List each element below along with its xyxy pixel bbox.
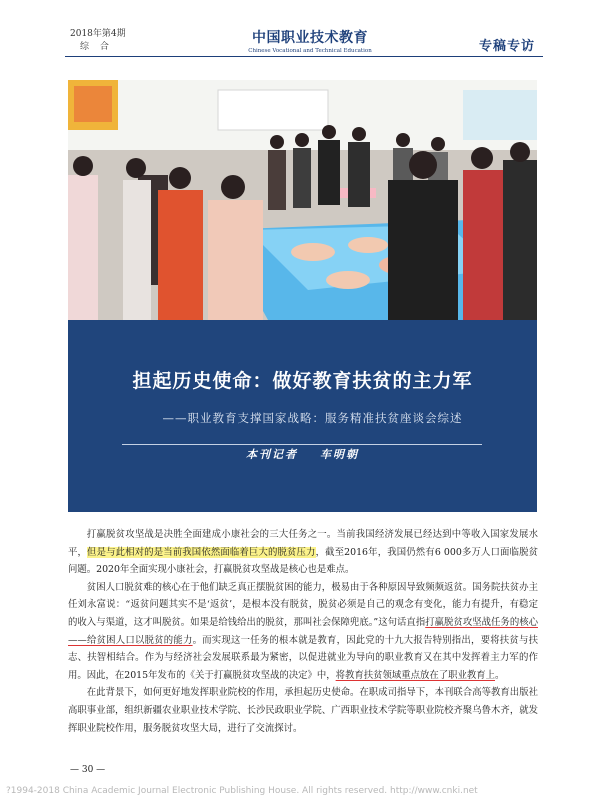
title-banner [68,320,537,512]
header-divider [65,56,543,57]
article-photo [68,80,537,320]
underlined-text: 将教育扶贫领域重点放在了职业教育上 [335,669,496,681]
banner-divider [122,444,482,445]
highlighted-text: 但是与此相对的是当前我国依然面临着巨大的脱贫压力 [87,546,316,558]
byline [68,446,537,462]
author-name: 车明朝 [320,448,359,461]
journal-title-en: Chinese Vocational and Technical Education [248,48,372,54]
article-subtitle: ——职业教育支撑国家战略：服务精准扶贫座谈会综述 [162,411,463,425]
article-title: 担起历史使命：做好教育扶贫的主力军 [132,370,473,392]
text-run: ，截至2016年，我国仍然有6 000多万人口面临脱贫问题。2020年全面实现小康社会，打赢脱贫攻坚战是核心也是难点。 [68,546,538,576]
underlined-text: 打赢脱贫攻坚战任务的核心——给贫困人口以脱贫的能力 [68,616,538,646]
text-run: 。而实现这一任务的根本就是教育，因此党的十九大报告特别指出，要将扶贫与扶志、扶智相结合。作为与经济社会发展联系最为紧密，以促进就业为导向的职业教育又在其中发挥着主力军的作用。因此，在2015年发布的《关于打赢脱贫攻坚战的决定》中， [68,634,538,681]
text-run: 。 [495,669,505,681]
article-body [68,526,538,737]
page-number: — 30 — [70,765,106,775]
journal-title-cn: 中国职业技术教育 [252,30,368,46]
copyright-footer: ?1994-2018 China Academic Journal Electronic Publishing House. All rights reserved. http://www.cnki.net [6,786,478,796]
text-run: 贫困人口脱贫难的核心在于他们缺乏真正摆脱贫困的能力，极易由于各种原因导致频频返贫。国务院扶贫办主任刘永富说：“返贫问题其实不是‘返贫’，是根本没有脱贫，脱贫必须是自己的观念有变化，能力有提升，有稳定的收入与渠道，这才叫脱贫。如果是给钱给出的脱贫，那叫社会保障兜底。”这句话直指 [68,581,538,628]
paragraph-3: 在此背景下，如何更好地发挥职业院校的作用，承担起历史使命。在职成司指导下，本刊联合高等教育出版社高职事业部，组织新疆农业职业技术学院、长沙民政职业学院、广西职业技术学院等职业院校齐聚乌鲁木齐，就发挥职业院校作用，服务脱贫攻坚大局，进行了交流探讨。 [68,687,538,734]
paragraph-2 [68,579,538,685]
section-name: 综 合 [80,42,113,52]
issue-number: 2018年第4期 [70,29,126,39]
issue-info [70,28,126,54]
text-run: 打赢脱贫攻坚战是决胜全面建成小康社会的三大任务之一。当前我国经济发展已经达到中等收入国家发展水平， [68,529,538,558]
column-name: 专稿专访 [479,39,536,54]
paragraph-1 [68,526,538,579]
journal-masthead [230,27,390,54]
author-label: 本刊记者 [246,448,298,461]
